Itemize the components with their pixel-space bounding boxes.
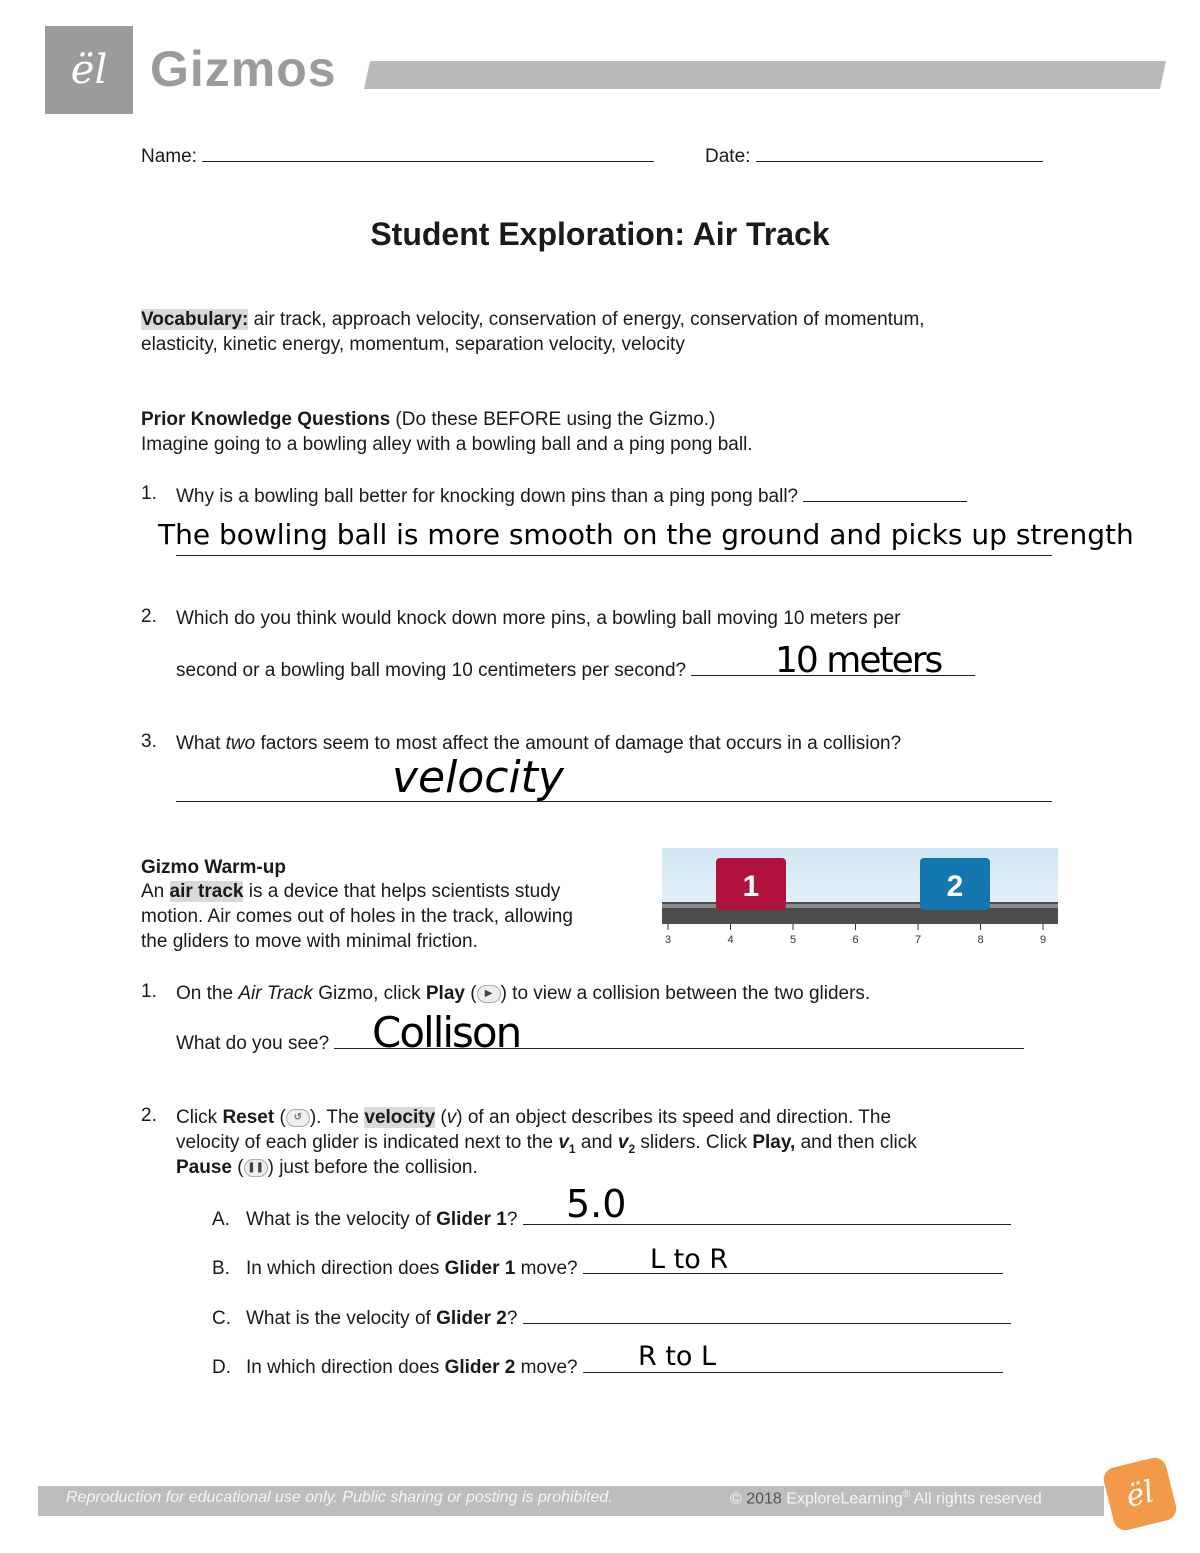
prior-q3-number: 3.: [141, 731, 157, 752]
air-track-term: air track: [169, 881, 244, 902]
warmup-q1-number: 1.: [141, 981, 157, 1002]
ruler-tick-label: 7: [914, 934, 922, 946]
ruler-tick-label: 9: [1039, 934, 1047, 946]
prior-heading: Prior Knowledge Questions: [141, 409, 391, 430]
part-b-blank[interactable]: [583, 1255, 1003, 1274]
part-a-answer: 5.0: [566, 1182, 627, 1226]
part-d-answer: R to L: [638, 1341, 717, 1372]
ruler-background: [662, 926, 1058, 948]
prior-intro: Imagine going to a bowling alley with a bowling ball and a ping pong ball.: [141, 434, 753, 455]
footer-notice: Reproduction for educational use only. Public sharing or posting is prohibited.: [66, 1489, 613, 1506]
warmup-q2-line-2: velocity of each glider is indicated next to the $v_1$ and $v_2$ sliders. Click Play, and then click: [176, 1132, 917, 1156]
reset-icon: ↺: [286, 1109, 310, 1127]
explorelearning-logo-icon: ël: [1101, 1455, 1179, 1533]
header-bar: [364, 61, 1166, 89]
part-c-blank[interactable]: [523, 1305, 1011, 1324]
gizmos-logo-icon: ël: [70, 47, 108, 93]
vocabulary-label: Vocabulary:: [141, 309, 249, 330]
glider-2-label: 2: [946, 870, 964, 903]
part-d-row: D. In which direction does Glider 2 move?: [212, 1354, 1003, 1380]
warmup-heading: Gizmo Warm-up: [141, 857, 286, 878]
prior-q1-number: 1.: [141, 483, 157, 504]
prior-q3-answer-line[interactable]: [176, 784, 1052, 802]
footer-copyright: © 2018 ExploreLearning® All rights reserved: [730, 1489, 1042, 1508]
ruler-tick-label: 3: [664, 934, 672, 946]
prior-q2-answer: 10 meters: [775, 640, 942, 681]
vocabulary-line-2: elasticity, kinetic energy, momentum, separation velocity, velocity: [141, 334, 685, 355]
velocity-term: velocity: [364, 1107, 436, 1128]
prior-q1-answer: The bowling ball is more smooth on the ground and picks up strength: [158, 518, 1134, 551]
page-title: Student Exploration: Air Track: [370, 216, 830, 252]
glider-1-label: 1: [742, 870, 760, 903]
ruler-tick-label: 6: [852, 934, 859, 946]
warmup-q1-sub: What do you see?: [176, 1030, 1024, 1056]
air-track-image: [662, 848, 1058, 948]
warmup-intro-line-1: An air track is a device that helps scientists study: [141, 881, 561, 902]
play-icon: ▶: [477, 985, 501, 1003]
name-row: [141, 143, 654, 169]
part-a-row: A. What is the velocity of Glider 1?: [212, 1206, 1011, 1232]
prior-heading-row: [141, 407, 715, 432]
ruler-tick-label: 5: [789, 934, 797, 946]
pause-icon: ❚❚: [244, 1159, 268, 1177]
name-field[interactable]: [202, 143, 654, 162]
warmup-q1-answer: Collison: [372, 1008, 521, 1057]
prior-heading-note: (Do these BEFORE using the Gizmo.): [390, 409, 716, 430]
part-b-answer: L to R: [650, 1244, 729, 1275]
prior-q2-number: 2.: [141, 606, 157, 627]
warmup-intro-line-2: motion. Air comes out of holes in the track, allowing: [141, 906, 573, 927]
warmup-intro-line-3: the gliders to move with minimal friction.: [141, 931, 478, 952]
warmup-q2-line-1: Click Reset ( ↺ ). The velocity (v) of an object describes its speed and direction. The: [176, 1107, 892, 1128]
name-label: Name:: [141, 146, 197, 167]
prior-q2-line-2: second or a bowling ball moving 10 centimeters per second?: [176, 657, 975, 683]
prior-q3-answer: velocity: [392, 752, 564, 803]
part-b-row: B. In which direction does Glider 1 move?: [212, 1255, 1003, 1281]
ruler-tick-label: 8: [977, 934, 984, 946]
brand-title: Gizmos: [150, 41, 337, 97]
warmup-q1-text: On the Air Track Gizmo, click Play ( ▶ ) to view a collision between the two gliders.: [176, 983, 871, 1004]
footer-year: 2018: [746, 1490, 782, 1508]
warmup-q2-number: 2.: [141, 1105, 157, 1126]
prior-q2-line-1: Which do you think would knock down more pins, a bowling ball moving 10 meters per: [176, 608, 901, 629]
warmup-q2-line-3: Pause ( ❚❚ ) just before the collision.: [176, 1157, 478, 1178]
date-field[interactable]: [756, 143, 1043, 162]
prior-q1-text: Why is a bowling ball better for knocking down pins than a ping pong ball?: [176, 483, 967, 509]
vocabulary-terms-1: air track, approach velocity, conservation of energy, conservation of momentum,: [248, 309, 925, 330]
part-c-row: C. What is the velocity of Glider 2?: [212, 1305, 1011, 1331]
prior-q3-text: What two factors seem to most affect the amount of damage that occurs in a collision?: [176, 733, 902, 754]
vocabulary-line-1: [141, 307, 925, 332]
ruler-tick-label: 4: [727, 934, 734, 946]
date-label: Date:: [705, 146, 751, 167]
date-row: [705, 143, 1043, 169]
prior-q1-blank[interactable]: [803, 483, 967, 502]
